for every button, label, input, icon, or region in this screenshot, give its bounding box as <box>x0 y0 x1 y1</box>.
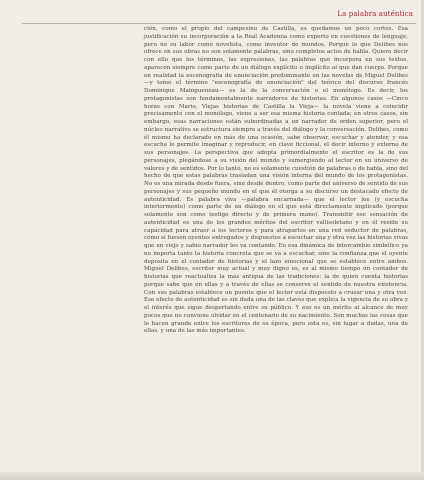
paragraph: ción, como el propio del campesino de Castilla, es quedamos un poco cortos. Esa justificación su incorporación a la Real Academia como experto en cuestiones de lenguaje, pero no su labor como novelista, como inventor de mundos. Porque lo que Delibes nos ofrece en sus obras no son solamente palabras, sino completos actos de habla. Quiero decir con ello que los términos, las expresiones, las palabras que incorpora en sus textos, aparecen siempre como parte de un diálogo explícito o implícito al que dan cuerpo. Porque en realidad la escenografía de enunciación predominante en las novelas de Miguel Delibes —y tomo el término "escenografía de enunciación" del teórico del discurso francés Dominique Maingueneau— es la de la conversación o el monólogo. Es decir, los protagonistas son fundamentalmente narradores de historias. En algunos casos —Cinco horas con Mario, Viejas historias de Castilla la Vieja— la novela viene a coincidir precisamente con el monólogo, viene a ser esa misma historia contada; en otros casos, sin embargo, esas narraciones están subordinadas a un narrador de orden superior, pero el núcleo narrativo se estructura siempre a través del diálogo y la conversación. Delibes, como él mismo ha declarado en más de una ocasión, sabe observar, escuchar y atender, y esa escucha le permite imaginar y reproducir, en clave ficcional, el decir interno y externo de sus personajes. La perspectiva que adopta primordialmente el escritor es la de sus personajes, plegándose a su visión del mundo y sumergiendo al lector en su universo de valores y de sentidos. Por lo tanto, no es solamente cuestión de palabras o de habla, sino del hecho de que estas palabras trasladan una visión interna del mundo de los protagonistas. No es una mirada desde fuera, sino desde dentro, como parte del universo de sentido de sus personajes y sus pequeño mundo en el que él otorga a su discurso un destacado efecto de autenticidad. Es palabra viva —palabra encarnada— que el lector lee (y escucha interiormente) como parte de un diálogo en el que está directamente implicado (porque solamente son como testigo directo y de primera mano). Transmitir ese sensación de autenticidad es una de los grandes méritos del escritor vallisoletano y en él reside su capacidad para atraer a los lectores y para atraparlos en una red seductor de palabras, como si fuesen oyentes entregados y dispuestos a escuchar una y otra vez las historias vivas que en viejo y sabio narrador les va contando. En esa dinámica de intercambio simbólico ya no importa tanto la historia concreta que se va a escuchar, sino la confianza que el oyente deposita en el contador de historias y el lazo emocional que se establece entre ambos. Miguel Delibes, escritor muy actual y muy digno es, es al mismo tiempo un contador de historias que reactualiza la más antigua de las tradiciones: la de quien cuenta historias porque sabe que en ellas y a través de ellas se conserve el sentido de nuestra existencia. Con sus palabras establece un puente que el lector está dispuesto a cruzar una y otra vez. Ese efecto de autenticidad es sin duda una de las claves que explica la vigencia de su obra y el interés que sigue despertando entre su público. Y eso es un mérito al alcance de muy pocos que no conviene olvidar en el centenario de su nacimiento. Son muchas las cosas que le hacen grande entre los escritores de su época, pero esta es, sin lugar a dudas, una de ellas, y una de las más importantes. <box>144 26 408 335</box>
page-bottom-edge <box>0 472 424 480</box>
body-text <box>144 26 408 336</box>
header-rule <box>22 23 416 24</box>
running-head: La palabra auténtica <box>337 10 413 18</box>
